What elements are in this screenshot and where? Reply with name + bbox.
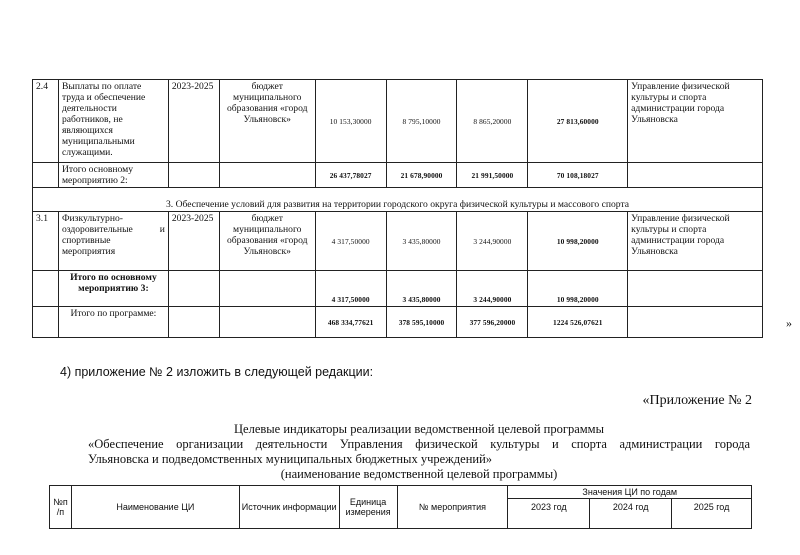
funding-source: бюджет муниципального образования «город Ульяновск» (219, 80, 315, 163)
program-total-2025: 377 596,20000 (457, 307, 528, 338)
subtotal-total: 70 108,18027 (528, 163, 628, 188)
program-total-2024: 378 595,10000 (386, 307, 457, 338)
funding-source: бюджет муниципального образования «город Ульяновск» (219, 212, 315, 271)
col-number: №п /п (50, 486, 72, 529)
value-2025: 3 244,90000 (457, 212, 528, 271)
document-heading (88, 422, 750, 482)
program-total-sum: 1224 526,07621 (528, 307, 628, 338)
event-years: 2023-2025 (168, 80, 219, 163)
subtotal-label: Итого по основному мероприятию 3: (58, 271, 168, 307)
budget-table (32, 79, 763, 338)
table-row-3-1 (33, 212, 763, 271)
subtotal-label: Итого основному мероприятию 2: (58, 163, 168, 188)
row-number: 2.4 (33, 80, 59, 163)
value-total: 27 813,60000 (528, 80, 628, 163)
table-header-row (50, 486, 752, 499)
program-total-2023: 468 334,77621 (315, 307, 386, 338)
section-heading: 3. Обеспечение условий для развития на территории городского округа физической культуры и массового спорта (33, 188, 763, 212)
executor: Управление физической культуры и спорта администрации города Ульяновска (628, 80, 763, 163)
closing-quote: » (786, 316, 792, 330)
row-number: 3.1 (33, 212, 59, 271)
event-years: 2023-2025 (168, 212, 219, 271)
heading-line-2: «Обеспечение организации деятельности Управления физической культуры и спорта администрации города (88, 437, 750, 451)
subtotal-2024: 21 678,90000 (386, 163, 457, 188)
indicators-table (49, 485, 752, 529)
executor: Управление физической культуры и спорта администрации города Ульяновска (628, 212, 763, 271)
value-total: 10 998,20000 (528, 212, 628, 271)
subtotal-2025: 21 991,50000 (457, 163, 528, 188)
subtotal-2023: 26 437,78027 (315, 163, 386, 188)
value-2023: 4 317,50000 (315, 212, 386, 271)
table-row-program-total (33, 307, 763, 338)
value-2025: 8 865,20000 (457, 80, 528, 163)
col-source: Источник информации (239, 486, 339, 529)
subtotal-2025: 3 244,90000 (457, 271, 528, 307)
table-row-subtotal-3 (33, 271, 763, 307)
event-name: Выплаты по оплате труда и обеспечение деятельности работников, не являющихся муниципальными служащими. (58, 80, 168, 163)
subtotal-2024: 3 435,80000 (386, 271, 457, 307)
table-row-section-3 (33, 188, 763, 212)
col-year-2025: 2025 год (672, 499, 752, 529)
table-row-subtotal-2 (33, 163, 763, 188)
col-name: Наименование ЦИ (71, 486, 239, 529)
value-2023: 10 153,30000 (315, 80, 386, 163)
heading-line-4: (наименование ведомственной целевой программы) (280, 467, 558, 481)
program-total-label: Итого по программе: (58, 307, 168, 338)
event-name: Физкультурно-оздоровительные и спортивные мероприятия (58, 212, 168, 271)
subtotal-2023: 4 317,50000 (315, 271, 386, 307)
subtotal-total: 10 998,20000 (528, 271, 628, 307)
col-year-2024: 2024 год (590, 499, 672, 529)
col-event: № мероприятия (397, 486, 508, 529)
amendment-paragraph: 4) приложение № 2 изложить в следующей редакции: (60, 365, 374, 379)
value-2024: 3 435,80000 (386, 212, 457, 271)
value-2024: 8 795,10000 (386, 80, 457, 163)
col-year-2023: 2023 год (508, 499, 590, 529)
col-unit: Единица измерения (339, 486, 397, 529)
heading-line-3: Ульяновска и подведомственных муниципальных бюджетных учреждений» (88, 452, 493, 466)
table-row-2-4 (33, 80, 763, 163)
appendix-label: «Приложение № 2 (642, 393, 752, 408)
heading-line-1: Целевые индикаторы реализации ведомственной целевой программы (234, 422, 604, 436)
col-values: Значения ЦИ по годам (508, 486, 752, 499)
